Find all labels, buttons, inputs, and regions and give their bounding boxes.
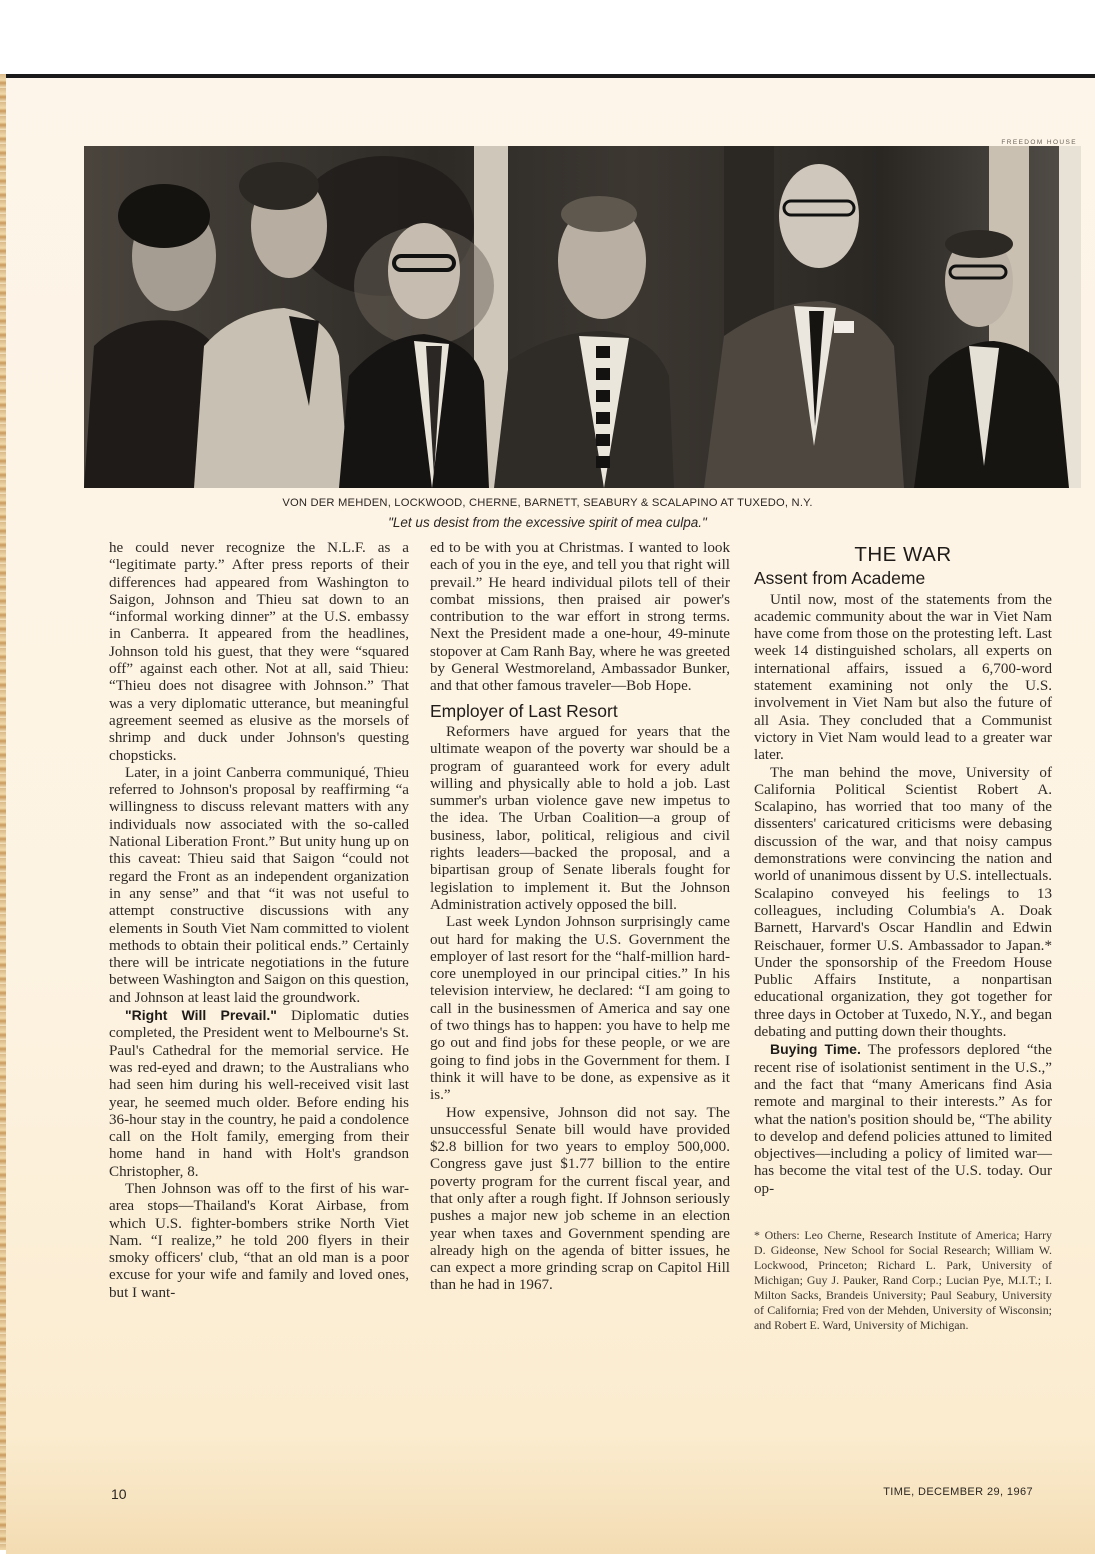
- photo-caption-names: VON DER MEHDEN, LOCKWOOD, CHERNE, BARNETT, SEABURY & SCALAPINO AT TUXEDO, N.Y.: [282, 497, 813, 509]
- article-column-3: [754, 540, 1052, 1333]
- group-photo: [84, 146, 1081, 488]
- publication-date: TIME, DECEMBER 29, 1967: [883, 1486, 1033, 1498]
- article-headline-academe: Assent from Academe: [754, 568, 926, 589]
- article-column-1: [109, 540, 409, 1302]
- paragraph: The man behind the move, University of California Political Scientist Robert A. Scalapino, has worried that too many of the dissenters' caricatured criticisms were debasing discussion of the war, and that noisy campus demonstrations were convincing the nation and world of unanimous dissent by U.S. intellectuals. Scalapino conveyed his feelings to 13 colleagues, including Columbia's A. Doak Barnett, Harvard's Oscar Handlin and Edwin Reischauer, former U.S. Ambassador to Japan.* Under the sponsorship of the Freedom House Public Affairs Institute, a nonpartisan educational organization, they got together for three days in October at Tuxedo, N.Y., and began debating and putting down their thoughts.: [754, 764, 1052, 1041]
- paragraph: How expensive, Johnson did not say. The unsuccessful Senate bill would have provided $2.8 billion for two years to employ 500,000. Congress gave just $1.77 billion to the entire poverty program for the current fiscal year, and that only after a rough fight. If Johnson seriously pushes a major new job scheme in an election year when taxes and Government spending are already high on the agenda of bitter issues, he can expect a more grinding scrap on Capitol Hill than he had in 1967.: [430, 1104, 730, 1294]
- paragraph-continued: ed to be with you at Christmas. I wanted to look each of you in the eye, and tell you that right will prevail.” He heard individual pilots tell of their combat missions, then praised air power's contribution to the war effort in strong terms. Next the President made a one-hour, 49-minute stopover at Cam Ranh Bay, where he was greeted by General Westmoreland, Ambassador Bunker, and that other famous traveler—Bob Hope.: [430, 540, 730, 695]
- paragraph: Later, in a joint Canberra communiqué, Thieu referred to Johnson's proposal by reaffirming “a willingness to discuss relevant matters with any individuals now associated with the so-called National Liberation Front.” But unity hung up on this caveat: Thieu said that Saigon “could not regard the Front as an independent organization in any sense” and that “it was not useful to attempt constructive discussions with any elements in South Viet Nam committed to violent methods to obtain their political ends.” Certainly there will be intricate negotiations in the future between Washington and Saigon on this question, and Johnson at least laid the groundwork.: [109, 764, 409, 1006]
- runin-heading: Buying Time.: [770, 1041, 861, 1058]
- paragraph: he could never recognize the N.L.F. as a “legitimate party.” After press reports of their differences had appeared from Washington to Saigon, Johnson and Thieu sat down to an “informal working dinner” at the U.S. embassy in Canberra. It appeared from the headlines, Johnson told his guest, that they were “squared off” against each other. Not at all, said Thieu: “Thieu does not disagree with Johnson.” That was a very diplomatic utterance, but meaningful agreement seemed as elusive as the morsels of shrimp and duck under Johnson's questing chopsticks.: [109, 540, 409, 764]
- photo-credit: FREEDOM HOUSE: [1001, 139, 1077, 146]
- runin-text: The professors deplored “the recent rise of isolationist sentiment in the U.S.,” and the fact that “many Americans find Asia remote and marginal to their interests.” As for what the nation's position should be, “The ability to develop and defend policies attuned to limited objectives—including a policy of limited war—has become the vital test of the U.S. today. Our op-: [754, 1042, 1052, 1197]
- article-column-2: [430, 540, 730, 1295]
- paragraph: Until now, most of the statements from the academic community about the war in Viet Nam have come from those on the protesting left. Last week 14 distinguished scholars, all experts on international affairs, issued a 6,700-word statement examining not only the U.S. involvement in Viet Nam but also the future of all Asia. They concluded that a Communist victory in Viet Nam would lead to a greater war later.: [754, 591, 1052, 764]
- paragraph-with-runin: [109, 1007, 409, 1181]
- photo-caption-quote: "Let us desist from the excessive spirit of mea culpa.": [388, 515, 707, 530]
- paragraph: Reformers have argued for years that the ultimate weapon of the poverty war should be a program of guaranteed work for every adult willing and physically able to hold a job. Last summer's urban violence gave new impetus to the idea. The Urban Coalition—a group of business, labor, political, religious and civil rights leaders—backed the proposal, and a bipartisan group of Senate liberals fought for legislation to implement it. But the Johnson Administration actively opposed the bill.: [430, 723, 730, 913]
- footnote: * Others: Leo Cherne, Research Institute of America; Harry D. Gideonse, New School for Social Research; William W. Lockwood, Princeton; Richard L. Park, University of Michigan; Guy J. Pauker, Rand Corp.; Lucian Pye, M.I.T.; I. Milton Sacks, Brandeis University; Paul Seabury, University of California; Fred von der Mehden, University of Wisconsin; and Robert E. Ward, University of Michigan.: [754, 1227, 1052, 1332]
- section-title: THE WAR: [854, 543, 952, 566]
- runin-heading: "Right Will Prevail.": [125, 1007, 277, 1024]
- paragraph: Last week Lyndon Johnson surprisingly came out hard for making the U.S. Government the employer of last resort for the “half-million hard-core unemployed in our principal cities.” In his television interview, he declared: “I am going to call in the businessmen of America and say one of two things has to happen: you have to help me go out and find jobs for these people, or we are going to find jobs in the Government for them. I think it will have to be done, as expensive as it is.”: [430, 914, 730, 1104]
- page-number: 10: [111, 1486, 127, 1502]
- paragraph-with-runin: [754, 1041, 1052, 1198]
- paragraph: Then Johnson was off to the first of his war-area stops—Thailand's Korat Airbase, from which U.S. fighter-bombers strike North Viet Nam. “I realize,” he told 200 flyers in their smoky officers' club, “that an old man is a poor excuse for your wife and family and loved ones, but I want-: [109, 1180, 409, 1301]
- article-headline-employer: Employer of Last Resort: [430, 700, 618, 721]
- group-photo-illustration: [84, 146, 1081, 488]
- runin-text: Diplomatic duties completed, the President went to Melbourne's St. Paul's Cathedral for the memorial service. He was red-eyed and drawn; to the Australians who had seen him during his well-received visit last year, he seemed much older. Before ending his 36-hour stay in the country, he paid a condolence call on the Holt family, emerging from their home hand in hand with Holt's grandson Christopher, 8.: [109, 1008, 409, 1180]
